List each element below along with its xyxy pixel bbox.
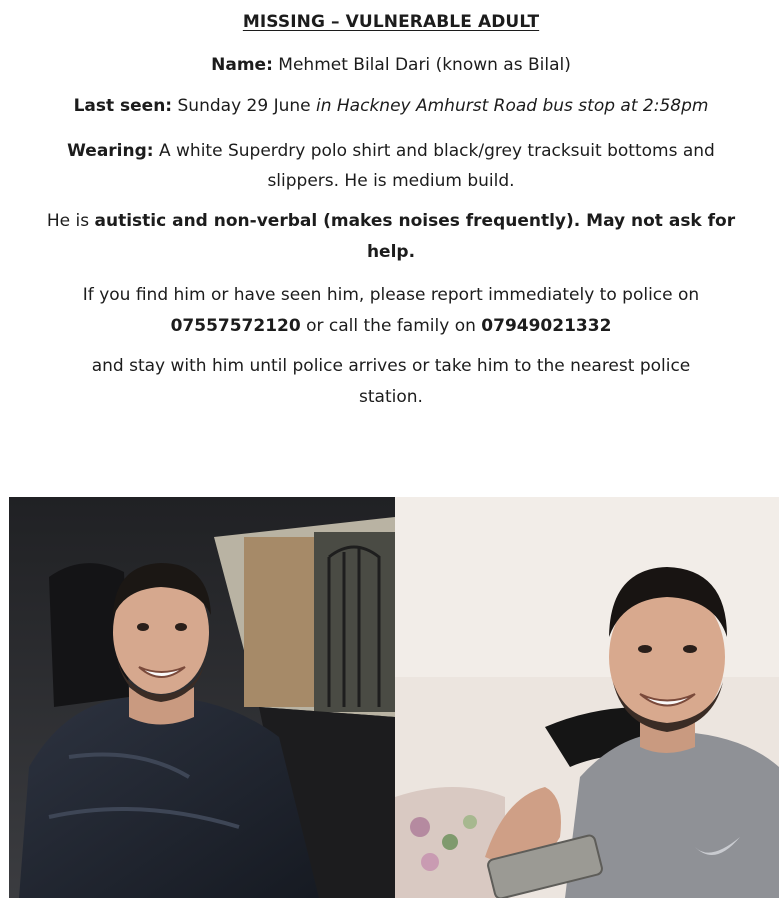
report-line [0,282,782,309]
report-line-2 [0,313,782,340]
last-seen-line [0,93,782,120]
stay-text-2: station. [359,387,423,407]
wearing-line [0,138,782,165]
stay-line [0,353,782,380]
photo-on-sofa [395,497,779,898]
wearing-text-1: A white Superdry polo shirt and black/grey tracksuit bottoms and [159,141,715,161]
person-on-sofa-photo [395,497,779,898]
condition-bold-2: help. [366,242,416,262]
last-seen-place: in Hackney Amhurst Road bus stop at 2:58pm [316,96,709,116]
condition-bold-1: autistic and non-verbal (makes noises frequently). May not ask for [94,211,736,231]
person-in-car-photo [9,497,395,898]
report-text-1: If you find him or have seen him, please report immediately to police on [82,285,700,305]
name-line [0,52,782,79]
wearing-text-2: slippers. He is medium build. [267,171,515,191]
stay-line-2 [0,384,782,411]
condition-line-2 [0,239,782,266]
condition-line [0,208,782,235]
family-phone: 07949021332 [481,316,612,336]
condition-prefix: He is [46,211,90,231]
last-seen-date: Sunday 29 June [177,96,311,116]
wearing-line-2 [0,168,782,195]
name-value: Mehmet Bilal Dari (known as Bilal) [278,55,571,75]
wearing-label: Wearing: [67,141,154,161]
report-mid: or call the family on [306,316,476,336]
poster-headline: MISSING – VULNERABLE ADULT [242,12,540,32]
last-seen-label: Last seen: [73,96,173,116]
photo-strip [9,497,779,898]
police-phone: 07557572120 [170,316,301,336]
stay-text-1: and stay with him until police arrives or take him to the nearest police [91,356,691,376]
photo-in-car [9,497,395,898]
name-label: Name: [211,55,273,75]
